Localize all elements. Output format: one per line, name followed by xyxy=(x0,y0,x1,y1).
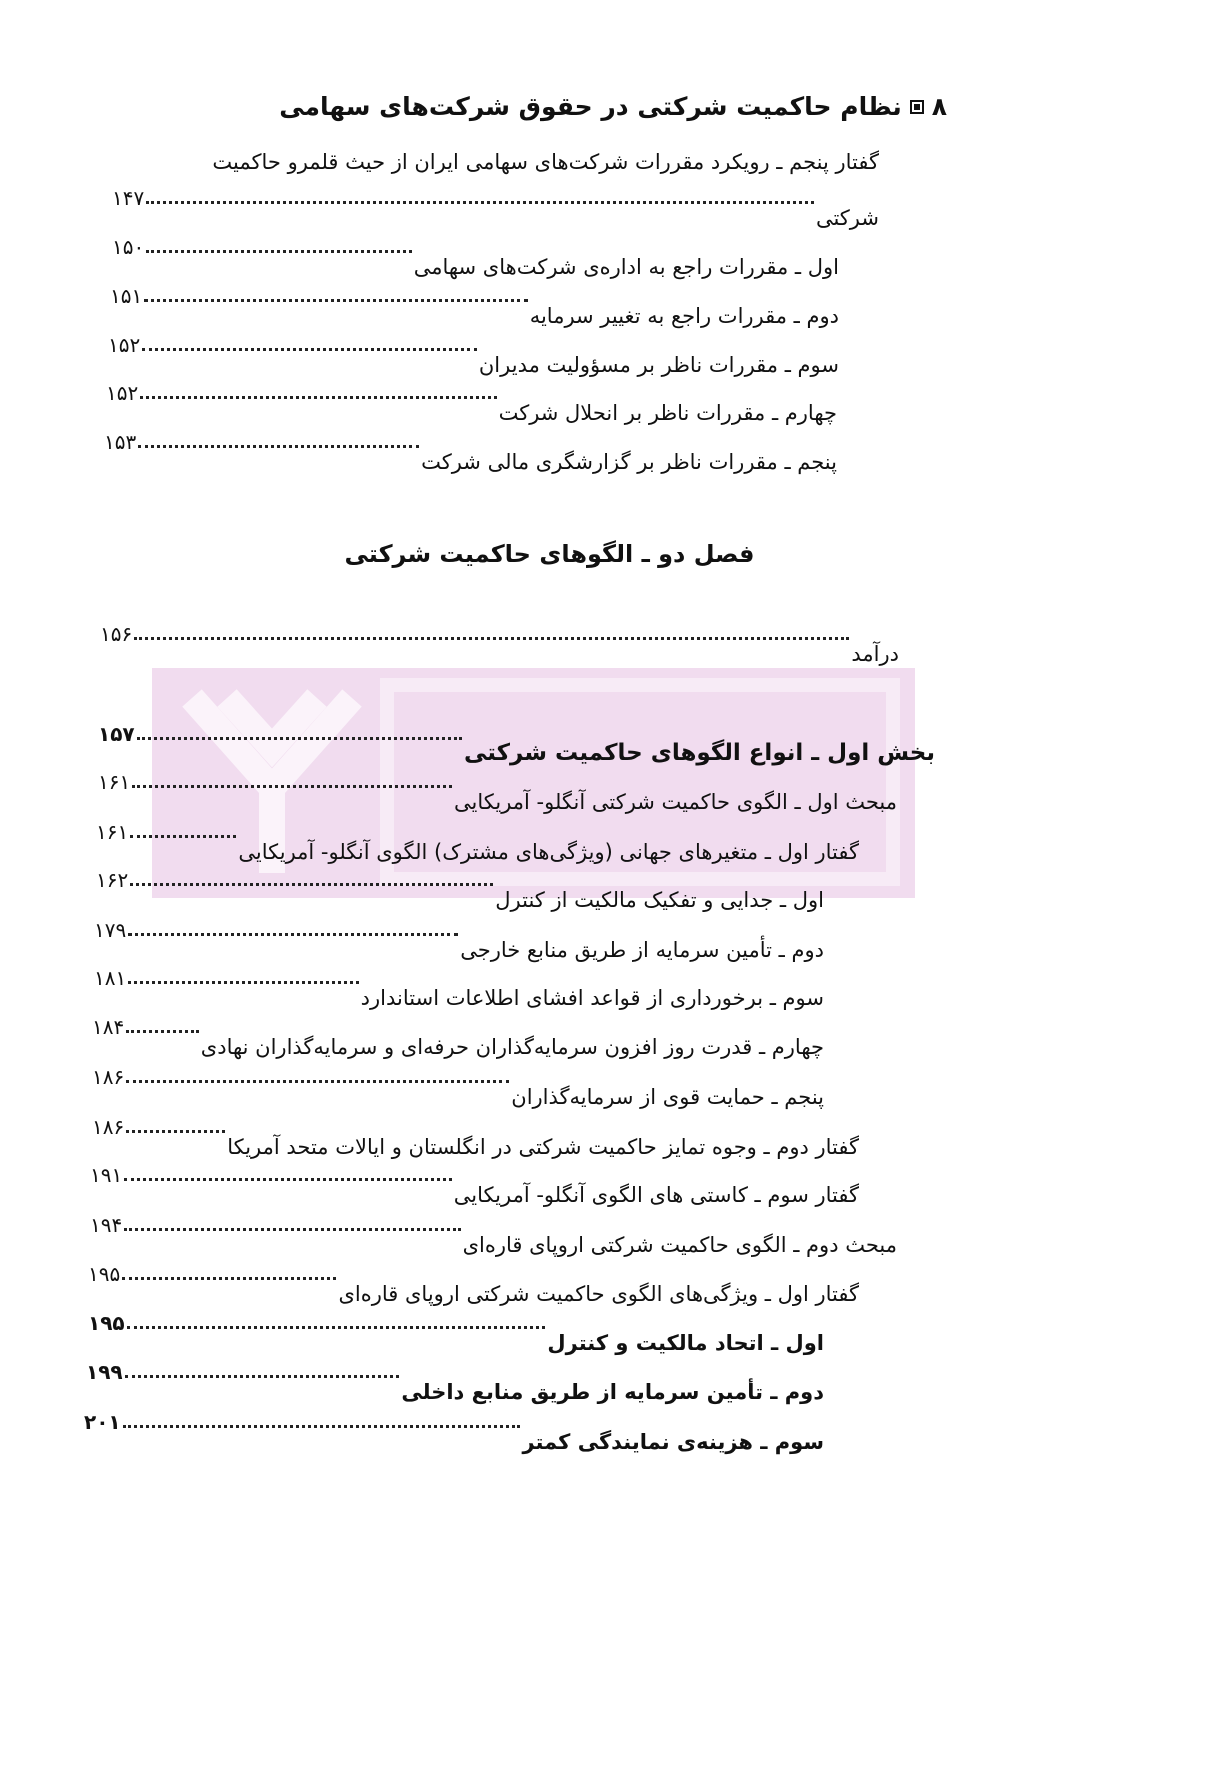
toc-entry-title: دوم ـ تأمین سرمایه از طریق منابع داخلی xyxy=(401,1380,824,1404)
toc-page-number: ۱۶۲ xyxy=(96,868,129,892)
toc-page-number: ۱۸۴ xyxy=(92,1015,125,1039)
dot-leader xyxy=(124,1228,460,1231)
page-number: ۸ xyxy=(931,92,947,121)
toc-entry-title: پنجم ـ مقررات ناظر بر گزارشگری مالی شرکت xyxy=(421,450,837,474)
toc-entry[interactable] xyxy=(94,966,824,1010)
toc-page-number: ۱۹۱ xyxy=(90,1163,123,1187)
dot-leader xyxy=(123,1425,521,1428)
toc-entry-title: اول ـ مقررات راجع به اداره‌ی شرکت‌های سهامی xyxy=(413,255,839,279)
toc-entry-title: پنجم ـ حمایت قوی از سرمایه‌گذاران xyxy=(511,1085,824,1109)
dot-leader xyxy=(146,201,814,204)
toc-entry-title: مبحث اول ـ الگوی حاکمیت شرکتی آنگلو- آمریکایی xyxy=(454,790,897,814)
dot-leader xyxy=(146,250,411,253)
toc-entry[interactable] xyxy=(84,1410,824,1454)
toc-entry-title: اول ـ اتحاد مالکیت و کنترل xyxy=(547,1331,824,1355)
square-bullet-icon xyxy=(910,100,924,114)
toc-entry-title: اول ـ جدایی و تفکیک مالکیت از کنترل xyxy=(495,888,824,912)
toc-entry[interactable] xyxy=(86,1360,824,1404)
toc-entry-title: چهارم ـ مقررات ناظر بر انحلال شرکت xyxy=(498,401,837,425)
dot-leader xyxy=(126,1030,199,1033)
toc-entry-part[interactable] xyxy=(98,722,935,766)
toc-entry[interactable] xyxy=(104,430,837,474)
dot-leader xyxy=(128,933,458,936)
toc-page-number: ۱۵۳ xyxy=(104,430,137,454)
toc-page-number: ۱۶۱ xyxy=(96,820,129,844)
dot-leader xyxy=(122,1277,336,1280)
toc-entry-title: دوم ـ مقررات راجع به تغییر سرمایه xyxy=(529,304,839,328)
toc-entry[interactable] xyxy=(88,1262,859,1306)
toc-page-number: ۱۵۱ xyxy=(110,284,143,308)
toc-entry-title: گفتار اول ـ متغیرهای جهانی (ویژگی‌های مشترک) الگوی آنگلو- آمریکایی xyxy=(238,840,859,864)
toc-page-number: ۱۵۲ xyxy=(108,333,141,357)
dot-leader xyxy=(127,1326,546,1329)
toc-entry-title: گفتار اول ـ ویژگی‌های الگوی حاکمیت شرکتی اروپای قاره‌ای xyxy=(338,1282,859,1306)
toc-page-number: ۱۷۹ xyxy=(94,918,127,942)
toc-page-number: ۱۴۷ xyxy=(112,186,145,210)
toc-entry[interactable] xyxy=(98,770,897,814)
toc-entry-line: گفتار پنجم ـ رویکرد مقررات شرکت‌های سهامی ایران از حیث قلمرو حاکمیت xyxy=(212,150,879,174)
toc-entry[interactable] xyxy=(112,186,879,230)
toc-entry-title: دوم ـ تأمین سرمایه از طریق منابع خارجی xyxy=(460,938,824,962)
toc-entry[interactable] xyxy=(96,820,859,864)
toc-entry-title: سوم ـ برخورداری از قواعد افشای اطلاعات استاندارد xyxy=(360,986,824,1010)
dot-leader xyxy=(126,1080,509,1083)
toc-entry[interactable] xyxy=(112,235,839,279)
toc-page-number: ۱۵۲ xyxy=(106,381,139,405)
toc-page-number: ۱۵۶ xyxy=(100,622,133,646)
dot-leader xyxy=(140,396,496,399)
toc-entry[interactable] xyxy=(90,1213,897,1257)
toc-entry-title: چهارم ـ قدرت روز افزون سرمایه‌گذاران حرفه‌ای و سرمایه‌گذاران نهادی xyxy=(200,1035,824,1059)
dot-leader xyxy=(130,883,493,886)
toc-page-number: ۱۵۷ xyxy=(98,722,135,746)
dot-leader xyxy=(128,981,358,984)
toc-page-number: ۱۶۱ xyxy=(98,770,131,794)
dot-leader xyxy=(137,737,462,740)
dot-leader xyxy=(138,445,419,448)
toc-entry[interactable] xyxy=(110,284,839,328)
toc-page-number: ۱۸۶ xyxy=(92,1065,125,1089)
page-header xyxy=(279,92,947,121)
toc-page-number: ۱۸۱ xyxy=(94,966,127,990)
toc-entry-title: شرکتی xyxy=(815,206,879,230)
toc-entry[interactable] xyxy=(92,1015,824,1059)
toc-entry[interactable] xyxy=(88,1311,824,1355)
toc-entry-title: سوم ـ هزینه‌ی نمایندگی کمتر xyxy=(522,1430,824,1454)
dot-leader xyxy=(125,1375,400,1378)
toc-entry[interactable] xyxy=(100,622,899,666)
toc-page-number: ۱۹۴ xyxy=(90,1213,123,1237)
toc-entry-title: سوم ـ مقررات ناظر بر مسؤولیت مدیران xyxy=(478,353,839,377)
dot-leader xyxy=(142,348,477,351)
toc-entry-title: درآمد xyxy=(851,642,899,666)
toc-entry-title: گفتار سوم ـ کاستی های الگوی آنگلو- آمریکایی xyxy=(453,1183,859,1207)
dot-leader xyxy=(124,1178,452,1181)
book-title: نظام حاکمیت شرکتی در حقوق شرکت‌های سهامی xyxy=(279,92,902,121)
dot-leader xyxy=(126,1130,225,1133)
toc-page-number: ۱۵۰ xyxy=(112,235,145,259)
toc-page-number: ۱۹۹ xyxy=(86,1360,123,1384)
toc-page-number: ۱۹۵ xyxy=(88,1311,125,1335)
dot-leader xyxy=(144,299,527,302)
toc-entry[interactable] xyxy=(108,333,839,377)
toc-entry[interactable] xyxy=(94,918,824,962)
toc-page-number: ۲۰۱ xyxy=(84,1410,121,1434)
toc-page-number: ۱۹۵ xyxy=(88,1262,121,1286)
toc-entry-title: گفتار دوم ـ وجوه تمایز حاکمیت شرکتی در انگلستان و ایالات متحد آمریکا xyxy=(227,1135,859,1159)
toc-entry[interactable] xyxy=(106,381,837,425)
dot-leader xyxy=(130,835,236,838)
toc-entry-title: بخش اول ـ انواع الگوهای حاکمیت شرکتی xyxy=(464,740,935,766)
toc-entry-title: مبحث دوم ـ الگوی حاکمیت شرکتی اروپای قاره‌ای xyxy=(462,1233,897,1257)
toc-entry[interactable] xyxy=(90,1163,859,1207)
toc-entry[interactable] xyxy=(92,1115,859,1159)
toc-page-number: ۱۸۶ xyxy=(92,1115,125,1139)
dot-leader xyxy=(134,637,849,640)
chapter-title: فصل دو ـ الگوهای حاکمیت شرکتی xyxy=(344,540,755,568)
toc-entry[interactable] xyxy=(96,868,824,912)
dot-leader xyxy=(132,785,452,788)
toc-entry[interactable] xyxy=(92,1065,824,1109)
